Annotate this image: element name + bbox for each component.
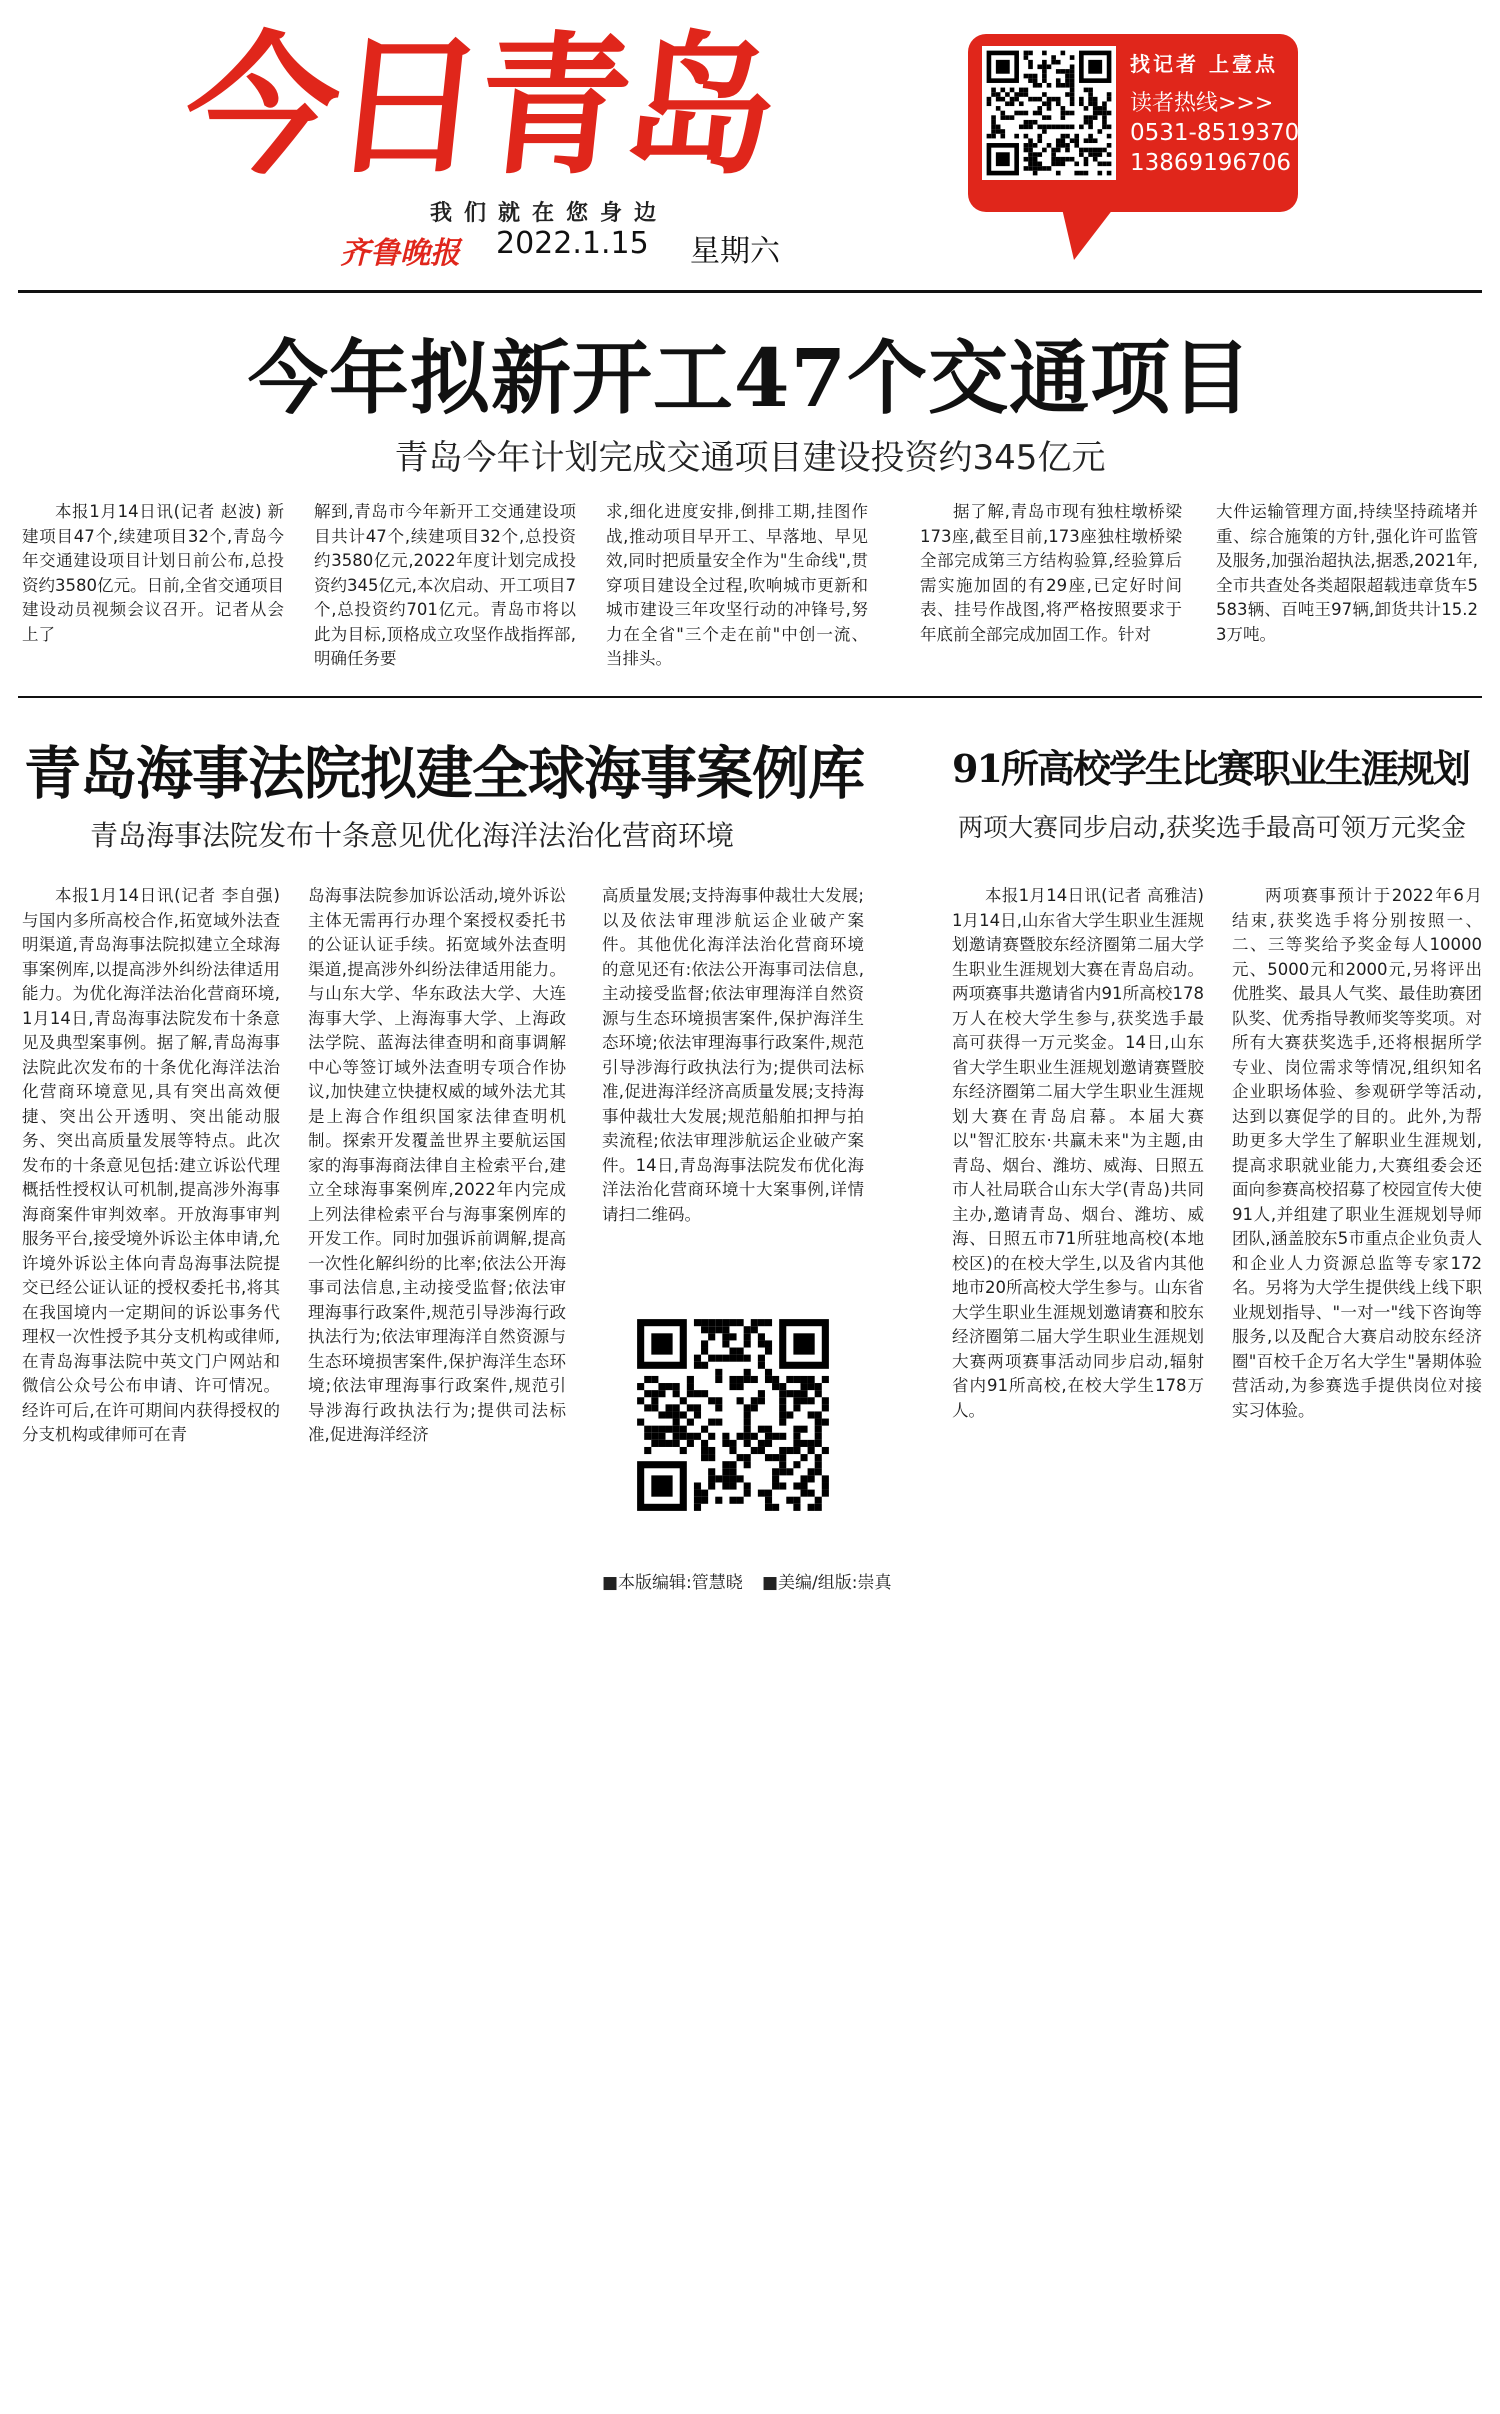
masthead-rule [18, 290, 1482, 293]
story1-column-2: 解到,青岛市今年新开工交通建设项目共计47个,续建项目32个,总投资约3580亿元,2022年度计划完成投资约345亿元,本次启动、开工项目7个,总投资约701亿元。青岛市将以此为目标,顶格成立攻坚作战指挥部,明确任务要 [314, 502, 576, 668]
bubble-tail [1060, 200, 1120, 260]
story3-column-1: 本报1月14日讯(记者 高雅洁) 1月14日,山东省大学生职业生涯规划邀请赛暨胶东经济圈第二届大学生职业生涯规划大赛在青岛启动。两项赛事共邀请省内91所高校178万人在校大学生参与,获奖选手最高可获得一万元奖金。14日,山东省大学生职业生涯规划邀请赛暨胶东经济圈第二届大学生职业生涯规划大赛在青岛启幕。本届大赛以"智汇胶东·共赢未来"为主题,由青岛、烟台、潍坊、威海、日照五市人社局联合山东大学(青岛)共同主办,邀请青岛、烟台、潍坊、威海、日照五市71所驻地高校(本地校区)的在校大学生,以及省内其他地市20所高校大学生参与。山东省大学生职业生涯规划邀请赛和胶东经济圈第二届大学生职业生涯规划大赛两项赛事活动同步启动,辐射省内91所高校,在校大学生178万人。 [952, 886, 1204, 1420]
story3-subhead: 两项大赛同步启动,获奖选手最高可领万元奖金 [958, 813, 1466, 842]
case-qr-code-icon[interactable] [630, 1312, 836, 1518]
page-editor-credit: ■本版编辑:管慧晓 [602, 1573, 743, 1593]
story1-headline: 今年拟新开工47个交通项目 [247, 331, 1253, 425]
hotline-slogan: 找记者 上壹点 [1130, 52, 1278, 76]
story1-column-1: 本报1月14日讯(记者 赵波) 新建项目47个,续建项目32个,青岛今年交通建设项目计划日前公布,总投资约3580亿元。日前,全省交通项目建设动员视频会议召开。记者从会上了 [22, 502, 284, 644]
qr-code-icon[interactable] [982, 46, 1116, 180]
hotline-phone-2: 13869196706 [1130, 150, 1291, 176]
story1-column-5: 大件运输管理方面,持续坚持疏堵并重、综合施策的方针,强化许可监管及服务,加强治超执法,据悉,2021年,全市共查处各类超限超载违章货车5583辆、百吨王97辆,卸货共计15.23万吨。 [1216, 502, 1478, 644]
story1-column-4: 据了解,青岛市现有独柱墩桥梁173座,截至目前,173座独柱墩桥梁全部完成第三方结构验算,经验算后需实施加固的有29座,已定好时间表、挂号作战图,将严格按照要求于年底前全部完成加固工作。针对 [920, 502, 1182, 644]
story2-column-3: 高质量发展;支持海事仲裁壮大发展;以及依法审理涉航运企业破产案件。其他优化海洋法治化营商环境的意见还有:依法公开海事司法信息,主动接受监督;依法审理海洋自然资源与生态环境损害案件,保护海洋生态环境;依法审理海事行政案件,规范引导涉海行政执法行为;提供司法标准,促进海洋经济高质量发展;支持海事仲裁壮大发展;规范船舶扣押与拍卖流程;依法审理涉航运企业破产案件。14日,青岛海事法院发布优化海洋法治化营商环境十大案事例,详情请扫二维码。 [602, 886, 864, 1224]
issue-date: 2022.1.15 [496, 226, 649, 261]
story2-headline: 青岛海事法院拟建全球海事案例库 [24, 740, 864, 807]
hotline-label: 读者热线>>> [1130, 91, 1274, 116]
masthead-title: 今日青岛 [177, 18, 780, 195]
story2-column-1: 本报1月14日讯(记者 李自强) 与国内多所高校合作,拓宽域外法查明渠道,青岛海事法院拟建立全球海事案例库,以提高涉外纠纷法律适用能力。为优化海洋法治化营商环境,1月14日,青岛海事法院发布十条意见及典型案事例。据了解,青岛海事法院此次发布的十条优化海洋法治化营商环境意见,具有突出高效便捷、突出公开透明、突出能动服务、突出高质量发展等特点。此次发布的十条意见包括:建立诉讼代理概括性授权认可机制,提高涉外海事海商案件审判效率。开放海事审判服务平台,接受境外诉讼主体申请,允许境外诉讼主体向青岛海事法院提交已经公证认证的授权委托书,将其在我国境内一定期间的诉讼事务代理权一次性授予其分支机构或律师,在青岛海事法院中英文门户网站和微信公众号公布申请、许可情况。经许可后,在许可期间内获得授权的分支机构或律师可在青 [22, 886, 280, 1444]
masthead-slogan: 我们就在您身边 [430, 201, 669, 226]
section-rule [18, 696, 1482, 698]
story2-column-2: 岛海事法院参加诉讼活动,境外诉讼主体无需再行办理个案授权委托书的公证认证手续。拓宽域外法查明渠道,提高涉外纠纷法律适用能力。与山东大学、华东政法大学、大连海事大学、上海海事大学、上海政法学院、蓝海法律查明和商事调解中心等签订域外法查明专项合作协议,加快建立快捷权威的域外法尤其是上海合作组织国家法律查明机制。探索开发覆盖世界主要航运国家的海事海商法律自主检索平台,建立全球海事案例库,2022年内完成上列法律检索平台与海事案例库的开发工作。同时加强诉前调解,提高一次性化解纠纷的比率;依法公开海事司法信息,主动接受监督;依法审理海事行政案件,规范引导涉海行政执法行为;依法审理海洋自然资源与生态环境损害案件,保护海洋生态环境;依法审理海事行政案件,规范引导涉海行政执法行为;提供司法标准,促进海洋经济 [308, 886, 566, 1444]
story2-subhead: 青岛海事法院发布十条意见优化海洋法治化营商环境 [90, 819, 735, 852]
story1-column-3: 求,细化进度安排,倒排工期,挂图作战,推动项目早开工、早落地、早见效,同时把质量安全作为"生命线",贯穿项目建设全过程,吹响城市更新和城市建设三年攻坚行动的冲锋号,努力在全省"三个走在前"中创一流、当排头。 [606, 502, 868, 668]
story1-subhead: 青岛今年计划完成交通项目建设投资约345亿元 [394, 438, 1106, 478]
newspaper-name: 齐鲁晚报 [340, 236, 460, 271]
issue-weekday: 星期六 [690, 234, 780, 269]
hotline-phone-1: 0531-85193700 [1130, 120, 1314, 146]
story3-column-2: 两项赛事预计于2022年6月结束,获奖选手将分别按照一、二、三等奖给予奖金每人10000元、5000元和2000元,另将评出优胜奖、最具人气奖、最佳助赛团队奖、优秀指导教师奖等奖项。对所有大赛获奖选手,还将根据所学专业、岗位需求等情况,组织知名企业职场体验、参观研学等活动,达到以赛促学的目的。此外,为帮助更多大学生了解职业生涯规划,提高求职就业能力,大赛组委会还面向参赛高校招募了校园宣传大使91人,并组建了职业生涯规划导师团队,涵盖胶东5市重点企业负责人和企业人力资源总监等专家172名。另将为大学生提供线上线下职业规划指导、"一对一"线下咨询等服务,以及配合大赛启动胶东经济圈"百校千企万名大学生"暑期体验营活动,为参赛选手提供岗位对接实习体验。 [1232, 886, 1482, 1420]
story3-headline: 91所高校学生比赛职业生涯规划 [952, 746, 1469, 791]
page-designer-credit: ■美编/组版:崇真 [762, 1573, 892, 1593]
